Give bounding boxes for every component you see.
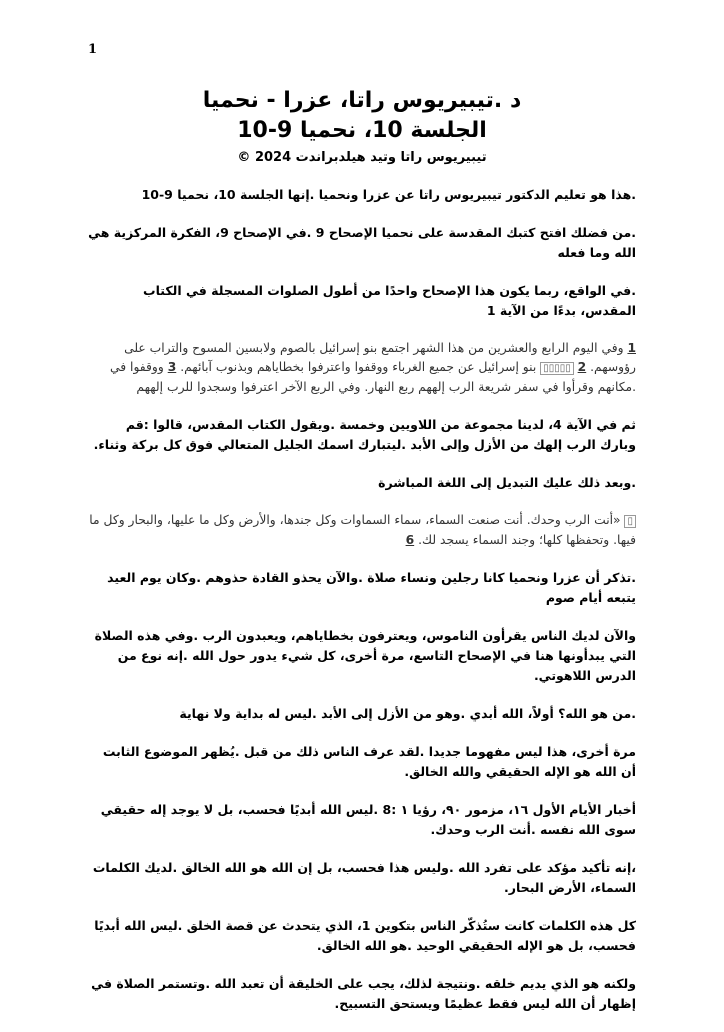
paragraph: كل هذه الكلمات كانت ستُذكّر الناس بتكوين 1، الذي يتحدث عن قصة الخلق .ليس الله أبديًا فحسب، بل هو الإله الحقيقي الوحيد .هو الله الخالق. [94,918,636,953]
page-subtitle: الجلسة 10، نحميا 9-10 [237,118,487,143]
verse-number: 1 [627,341,636,355]
paragraph: ثم في الآية 4، لدينا مجموعة من اللاويين وخمسة .ويقول الكتاب المقدس، قالوا :قم وبارك الرب إلهك من الأزل وإلى الأبد .ليتبارك اسمك الجليل المتعالي فوق كل بركة وثناء. [93,417,636,452]
scripture-quote [88,339,636,397]
paragraph: .في الواقع، ربما يكون هذا الإصحاح واحدًا من أطول الصلوات المسجلة في الكتاب المقدس، بدءًا من الآية 1 [143,283,636,318]
verse-number: 3 [167,360,177,374]
paragraph: مرة أخرى، هذا ليس مفهوما جديدا .لقد عرف الناس ذلك من قبل .يُظهر الموضوع الثابت أن الله هو الإله الحقيقي والله الخالق. [102,744,636,779]
quote-text: ووقفوا في .مكانهم وقرأوا في سفر شريعة الرب إلههم ربع النهار. وفي الربع الآخر اعترفوا وسجدوا للرب إلههم [110,360,636,394]
document-page [88,86,636,1032]
title-block [88,86,636,165]
copyright-line: تيبيريوس راتا وتيد هيلدبراندت 2024 © [237,150,487,165]
paragraph: .وبعد ذلك عليك التبديل إلى اللغة المباشرة [378,475,636,490]
paragraph: .من فضلك افتح كتبك المقدسة على نحميا الإصحاح 9 .في الإصحاح 9، الفكرة المركزية هي الله وما فعله [88,225,636,260]
paragraph: أخبار الأيام الأول ١٦، مزمور ٩٠، رؤيا ١ :8 .ليس الله أبديًا فحسب، بل لا يوجد إله حقيقي سوى الله نفسه .أنت الرب وحدك. [100,802,636,837]
scripture-quote [88,511,636,550]
missing-glyph-box: ▯ [624,515,636,528]
quote-text: وفي اليوم الرابع والعشرين من هذا الشهر اجتمع بنو إسرائيل بالصوم ولابسين المسوح والتراب على رؤوسهم. [124,341,636,374]
missing-glyph-box: ▯▯▯▯▯ [540,362,574,375]
paragraph: .من هو الله؟ أولاً، الله أبدي .وهو من الأزل إلى الأبد .ليس له بداية ولا نهاية [179,706,636,721]
paragraph: ولكنه هو الذي يديم خلقه .ونتيجة لذلك، يجب على الخليقة أن تعبد الله .وتستمر الصلاة في إظهار أن الله ليس فقط عظيمًا ويستحق التسبيح. [91,976,636,1011]
paragraph: .تذكر أن عزرا ونحميا كانا رجلين ونساء صلاة .والآن يحذو القادة حذوهم .وكان يوم العيد يتبعه أيام صوم [107,570,636,605]
paragraph: والآن لديك الناس يقرأون الناموس، ويعترفون بخطاياهم، ويعبدون الرب .وفي هذه الصلاة التي يبدأونها هنا في الإصحاح التاسع، مرة أخرى، كل شيء يدور حول الله .إنه نوع من الدرس اللاهوتي. [94,628,636,683]
verse-number: 2 [577,360,587,374]
paragraph: .هذا هو تعليم الدكتور تيبيريوس راتا عن عزرا ونحميا .إنها الجلسة 10، نحميا 9-10 [141,187,636,202]
page-number: 1 [88,42,98,57]
paragraph: ،إنه تأكيد مؤكد على تفرد الله .وليس هذا فحسب، بل إن الله هو الله الخالق .لديك الكلمات السماء، الأرض البحار. [92,860,636,895]
verse-number: 6 [405,533,415,547]
quote-text: بنو إسرائيل عن جميع الغرباء ووقفوا واعترفوا بخطاياهم وبذنوب آبائهم. [180,360,537,374]
page-title: د .تيبيريوس راتا، عزرا - نحميا [202,88,522,113]
quote-text: «أنت الرب وحدك. أنت صنعت السماء، سماء السماوات وكل جندها، والأرض وكل ما عليها، والبحار وكل ما فيها. وتحفظها كلها؛ وجند السماء يسجد لك. [89,513,636,547]
